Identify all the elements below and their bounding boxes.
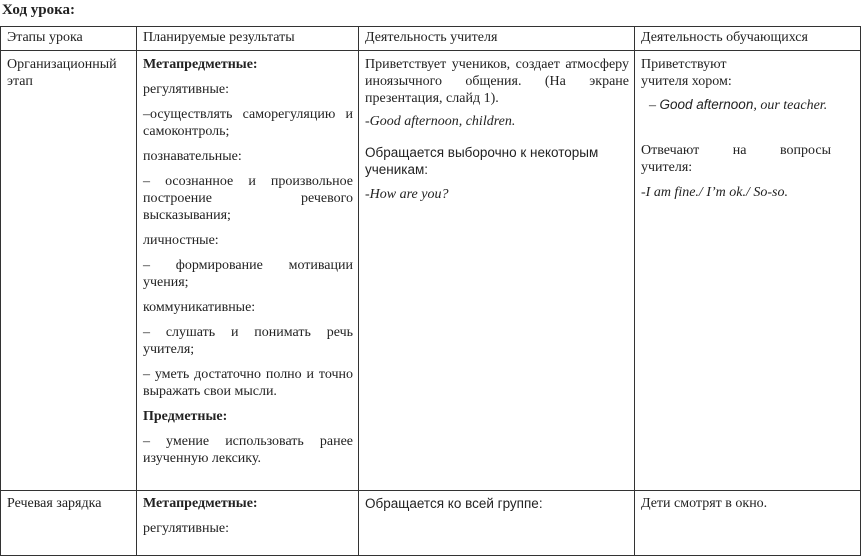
communicative-label: коммуникативные: <box>143 300 256 315</box>
table-header-row <box>1 27 861 51</box>
meta-results-title: Метапредметные: <box>143 57 258 72</box>
answer-word-2: на <box>732 143 747 158</box>
teacher-greeting-note: Приветствует учеников, создает атмосферу иноязычного общения. (На экране презентация, слайд 1). <box>365 57 629 106</box>
header-teacher-activity: Деятельность учителя <box>359 27 635 51</box>
lesson-table <box>0 26 831 553</box>
speech-regulatory-label: регулятивные: <box>143 521 229 536</box>
communicative-item-1: – слушать и понимать речь учителя; <box>143 325 353 357</box>
teacher-greeting-phrase: -Good afternoon, children. <box>365 114 516 129</box>
reply-tail: , our teacher. <box>753 98 828 113</box>
regulatory-label: регулятивные: <box>143 82 229 97</box>
answer-word-3: вопросы <box>780 143 831 158</box>
table-row-organizational <box>1 51 861 491</box>
subject-item: – умение использовать ранее изученную лексику. <box>143 434 353 466</box>
students-greet-line1: Приветствуют <box>641 57 727 72</box>
students-answer-line1 <box>641 142 831 159</box>
students-answer-line2: учителя: <box>641 160 693 175</box>
regulatory-item: –осуществлять саморегуляцию и самоконтроль; <box>143 107 353 139</box>
header-stages: Этапы урока <box>1 27 137 51</box>
speech-meta-title: Метапредметные: <box>143 496 258 511</box>
cognitive-item: – осознанное и произвольное построение речевого высказывания; <box>143 174 353 223</box>
subject-results-title: Предметные: <box>143 409 228 424</box>
teacher-activity-cell <box>359 51 635 491</box>
reply-main: Good afternoon <box>659 97 754 112</box>
table-row-speech-warmup <box>1 491 861 556</box>
students-greet-line2: учителя хором: <box>641 74 732 89</box>
stage-name-line2: этап <box>7 74 33 89</box>
results-cell-speech <box>137 491 359 556</box>
speech-students-cell: Дети смотрят в окно. <box>635 491 861 556</box>
personal-item: – формирование мотивации учения; <box>143 258 353 290</box>
stage-cell <box>1 51 137 491</box>
teacher-question: -How are you? <box>365 187 449 202</box>
students-answer-examples: -I am fine./ I’m ok./ So-so. <box>641 185 788 200</box>
speech-teacher-cell: Обращается ко всей группе: <box>359 491 635 556</box>
cognitive-label: познавательные: <box>143 149 242 164</box>
answer-word-1: Отвечают <box>641 143 700 158</box>
results-cell <box>137 51 359 491</box>
personal-label: личностные: <box>143 233 219 248</box>
communicative-item-2: – уметь достаточно полно и точно выражать свои мысли. <box>143 367 353 399</box>
reply-dash: – <box>649 98 660 113</box>
students-greeting-reply <box>641 96 855 114</box>
teacher-addresses-students: Обращается выборочно к некоторым ученикам: <box>365 145 599 177</box>
stage-cell-speech: Речевая зарядка <box>1 491 137 556</box>
stage-name-line1: Организационный <box>7 57 117 72</box>
header-student-activity: Деятельность обучающихся <box>635 27 861 51</box>
header-planned-results: Планируемые результаты <box>137 27 359 51</box>
lesson-heading: Ход урока: <box>2 2 76 18</box>
student-activity-cell <box>635 51 861 491</box>
